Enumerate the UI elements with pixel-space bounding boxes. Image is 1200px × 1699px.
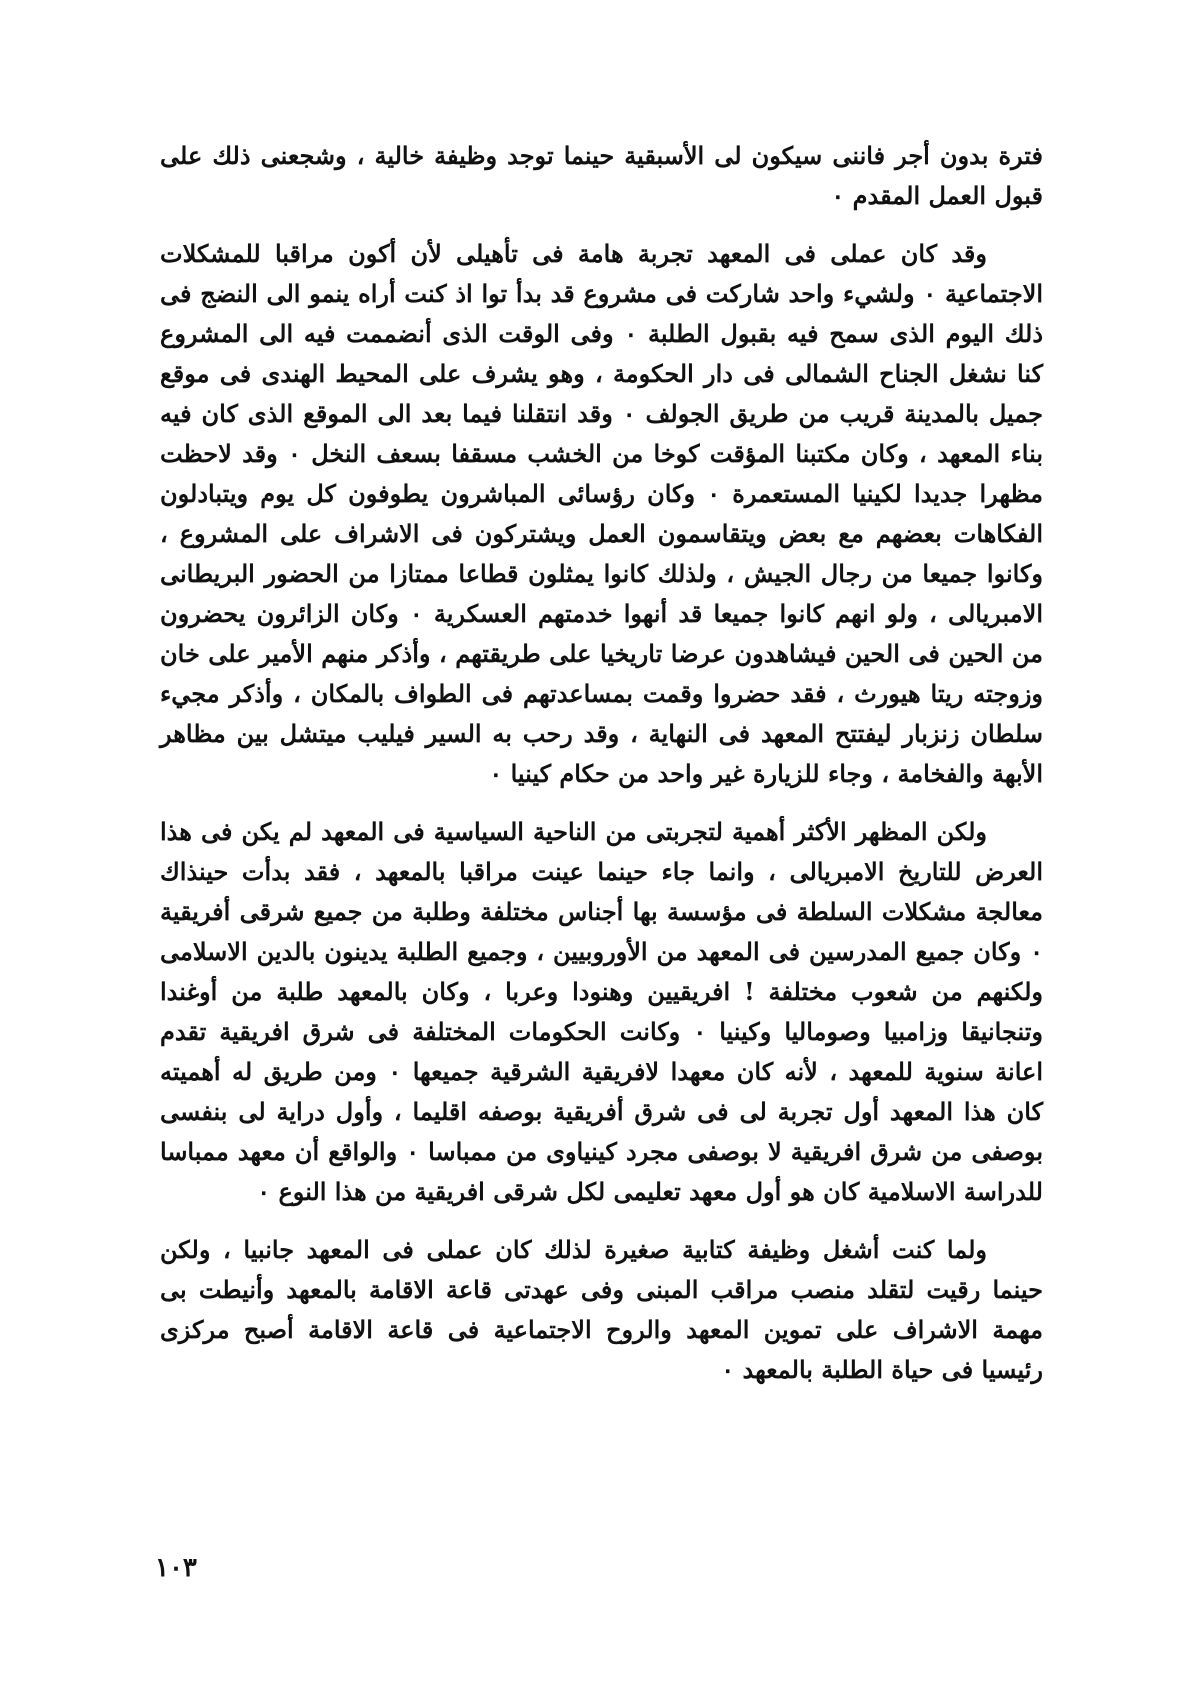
body-text (160, 136, 1043, 1408)
paragraph-3: ولكن المظهر الأكثر أهمية لتجربتى من الناحية السياسية فى المعهد لم يكن فى هذا العرض للتاريخ الامبريالى ، وانما جاء حينما عينت مراقبا بالمعهد ، فقد بدأت حينذاك معالجة مشكلات السلطة فى مؤسسة بها أجناس مختلفة وطلبة من جميع شرقى أفريقية ٠ وكان جميع المدرسين فى المعهد من الأوروبيين ، وجميع الطلبة يدينون بالدين الاسلامى ولكنهم من شعوب مختلفة ! افريقيين وهنودا وعربا ، وكان بالمعهد طلبة من أوغندا وتنجانيقا وزامبيا وصوماليا وكينيا ٠ وكانت الحكومات المختلفة فى شرق افريقية تقدم اعانة سنوية للمعهد ، لأنه كان معهدا لافريقية الشرقية جميعها ٠ ومن طريق له أهميته كان هذا المعهد أول تجربة لى فى شرق أفريقية بوصفه اقليما ، وأول دراية لى بنفسى بوصفى من شرق افريقية لا بوصفى مجرد كينياوى من ممباسا ٠ والواقع أن معهد ممباسا للدراسة الاسلامية كان هو أول معهد تعليمى لكل شرقى افريقية من هذا النوع ٠ (160, 817, 1044, 1206)
page-number: ١٠٣ (155, 1553, 197, 1583)
paragraph-4: ولما كنت أشغل وظيفة كتابية صغيرة لذلك كان عملى فى المعهد جانبيا ، ولكن حينما رقيت لتقلد منصب مراقب المبنى وفى عهدتى قاعة الاقامة بالمعهد وأنيطت بى مهمة الاشراف على تموين المعهد والروح الاجتماعية فى قاعة الاقامة أصبح مركزى رئيسيا فى حياة الطلبة بالمعهد ٠ (160, 1235, 1043, 1384)
paragraph-1: فترة بدون أجر فاننى سيكون لى الأسبقية حينما توجد وظيفة خالية ، وشجعنى ذلك على قبول العمل المقدم ٠ (160, 141, 1043, 210)
paragraph-2: وقد كان عملى فى المعهد تجربة هامة فى تأهيلى لأن أكون مراقبا للمشكلات الاجتماعية ٠ ولشيء واحد شاركت فى مشروع قد بدأ توا اذ كنت أراه ينمو الى النضج فى ذلك اليوم الذى سمح فيه بقبول الطلبة ٠ وفى الوقت الذى أنضممت فيه الى المشروع كنا نشغل الجناح الشمالى فى دار الحكومة ، وهو يشرف على المحيط الهندى فى موقع جميل بالمدينة قريب من طريق الجولف ٠ وقد انتقلنا فيما بعد الى الموقع الذى كان فيه بناء المعهد ، وكان مكتبنا المؤقت كوخا من الخشب مسقفا بسعف النخل ٠ وقد لاحظت مظهرا جديدا لكينيا المستعمرة ٠ وكان رؤسائى المباشرون يطوفون كل يوم ويتبادلون الفكاهات بعضهم مع بعض ويتقاسمون العمل ويشتركون فى الاشراف على المشروع ، وكانوا جميعا من رجال الجيش ، ولذلك كانوا يمثلون قطاعا ممتازا من الحضور البريطانى الامبريالى ، ولو انهم كانوا جميعا قد أنهوا خدمتهم العسكرية ٠ وكان الزائرون يحضرون من الحين فى الحين فيشاهدون عرضا تاريخيا على طريقتهم ، وأذكر منهم الأمير على خان وزوجته ريتا هيورث ، فقد حضروا وقمت بمساعدتهم فى الطواف بالمكان ، وأذكر مجيء سلطان زنزبار ليفتتح المعهد فى النهاية ، وقد رحب به السير فيليب ميتشل بين مظاهر الأبهة والفخامة ، وجاء للزيارة غير واحد من حكام كينيا ٠ (160, 239, 1044, 788)
